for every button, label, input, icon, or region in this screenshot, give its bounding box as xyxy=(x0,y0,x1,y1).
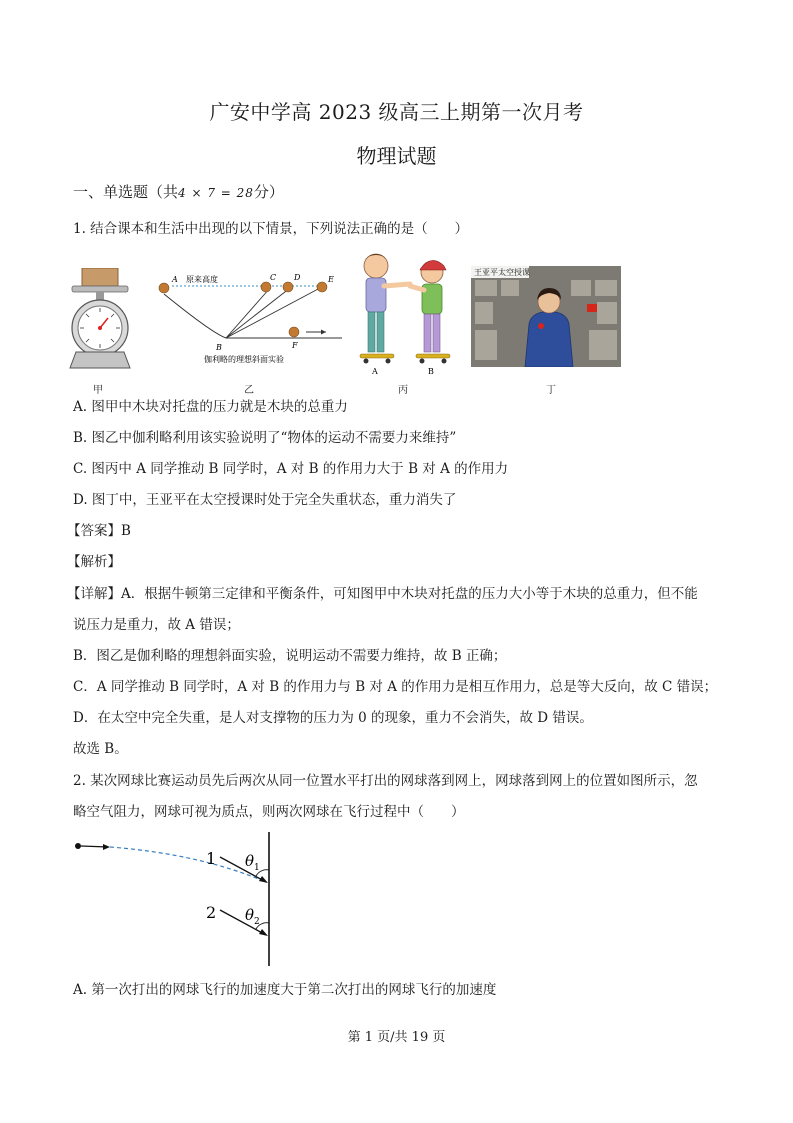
path-label-1: 1 xyxy=(206,849,217,868)
scale-base xyxy=(70,352,130,368)
wooden-block xyxy=(82,268,118,286)
q1-option-d: D. 图丁中，王亚平在太空授课时处于完全失重状态，重力消失了 xyxy=(73,492,457,508)
point-e: E xyxy=(328,275,334,284)
section-label-prefix: 一、单选题（共 xyxy=(73,183,179,201)
label-yi: 乙 xyxy=(244,385,254,396)
point-a: A xyxy=(172,275,178,284)
ball-c xyxy=(261,282,271,292)
point-d: D xyxy=(294,273,301,282)
kid-a-shirt xyxy=(366,278,386,312)
q1-analysis-label: 【解析】 xyxy=(67,554,121,570)
q1-detail-line4: C．A 同学推动 B 同学时，A 对 B 的作用力与 B 对 A 的作用力是相互作用力，总是等大反向，故 C 错误； xyxy=(73,679,718,695)
ball-e xyxy=(317,282,327,292)
flag xyxy=(587,304,597,312)
launch-point xyxy=(75,843,81,849)
figure-ding-photo xyxy=(471,266,621,367)
section-formula: 4 × 7 = 28 xyxy=(178,186,254,200)
label-jia: 甲 xyxy=(93,385,103,396)
ramp-caption: 伽利略的理想斜面实验 xyxy=(204,355,284,364)
kid-a-head xyxy=(364,254,388,278)
q1-detail-line1: 【详解】A．根据牛顿第三定律和平衡条件，可知图甲中木块对托盘的压力大小等于木块的总重力，但不能 xyxy=(67,586,698,602)
q1-option-c: C. 图丙中 A 同学推动 B 同学时，A 对 B 的作用力大于 B 对 A 的作用力 xyxy=(73,461,509,477)
ball-d xyxy=(283,282,293,292)
ramp-c xyxy=(226,288,270,338)
original-height-label: 原来高度 xyxy=(186,275,218,284)
page-subtitle: 物理试题 xyxy=(356,144,437,168)
figure-yi-ramp xyxy=(152,268,342,368)
kid-b-leg-right xyxy=(433,314,440,352)
kid-b-cap xyxy=(420,260,446,270)
q2-figure xyxy=(70,830,280,970)
q2-option-a: A. 第一次打出的网球飞行的加速度大于第二次打出的网球飞行的加速度 xyxy=(73,982,497,998)
page-title: 广安中学高 2023 级高三上期第一次月考 xyxy=(209,100,584,124)
q1-detail-line5: D．在太空中完全失重，是人对支撑物的压力为 0 的现象，重力不会消失，故 D 错误。 xyxy=(73,710,593,726)
kid-b-leg-left xyxy=(424,314,431,352)
ramp-d xyxy=(226,288,290,338)
q1-answer: 【答案】B xyxy=(67,523,131,539)
ball-f xyxy=(289,327,299,337)
theta2-sub: 2 xyxy=(254,917,260,927)
ramp-curve xyxy=(164,294,342,338)
trajectory-dashed xyxy=(110,847,266,882)
point-b: B xyxy=(216,343,222,352)
label-ding: 丁 xyxy=(546,385,556,396)
scale-stem xyxy=(96,292,104,300)
page-footer: 第 1 页/共 19 页 xyxy=(347,1030,446,1045)
point-c: C xyxy=(270,273,277,282)
ball-a xyxy=(159,283,169,293)
suit-badge xyxy=(538,323,544,329)
q1-option-a: A. 图甲中木块对托盘的压力就是木块的总重力 xyxy=(73,399,348,415)
kid-a-leg-left xyxy=(368,312,375,352)
theta1-symbol: θ xyxy=(245,852,255,870)
theta1-sub: 1 xyxy=(254,863,260,873)
q1-option-b: B. 图乙中伽利略利用该实验说明了“物体的运动不需要力来维持” xyxy=(73,430,457,446)
astronaut-suit xyxy=(525,312,573,367)
q1-stem: 1. 结合课本和生活中出现的以下情景，下列说法正确的是（ ） xyxy=(73,221,469,237)
kid-b-label: B xyxy=(428,367,434,376)
photo-caption: 王亚平太空授课 xyxy=(474,268,530,277)
kid-a-label: A xyxy=(372,367,378,376)
q2-stem-line2: 略空气阻力，网球可视为质点，则两次网球在飞行过程中（ ） xyxy=(73,804,465,820)
q1-detail-line2: 说压力是重力，故 A 错误； xyxy=(73,617,240,633)
kid-a-leg-right xyxy=(377,312,384,352)
kid-a-arm xyxy=(384,284,410,286)
path-label-2: 2 xyxy=(206,903,217,922)
q1-detail-line6: 故选 B。 xyxy=(73,741,128,757)
figure-bing-kids xyxy=(352,250,456,378)
scale-tray xyxy=(72,286,128,292)
section-heading xyxy=(73,183,284,202)
point-f: F xyxy=(292,341,298,350)
theta2-symbol: θ xyxy=(245,906,255,924)
figure-jia-scale xyxy=(68,268,136,380)
section-label-suffix: 分） xyxy=(253,183,284,201)
label-bing: 丙 xyxy=(398,385,408,396)
ramp-e xyxy=(226,288,320,338)
skateboard-b xyxy=(416,354,450,358)
skateboard-a xyxy=(360,354,394,358)
q2-stem-line1: 2. 某次网球比赛运动员先后两次从同一位置水平打出的网球落到网上，网球落到网上的位置如图所示，忽 xyxy=(73,773,698,789)
q1-detail-line3: B．图乙是伽利略的理想斜面实验，说明运动不需要力维持，故 B 正确； xyxy=(73,648,507,664)
